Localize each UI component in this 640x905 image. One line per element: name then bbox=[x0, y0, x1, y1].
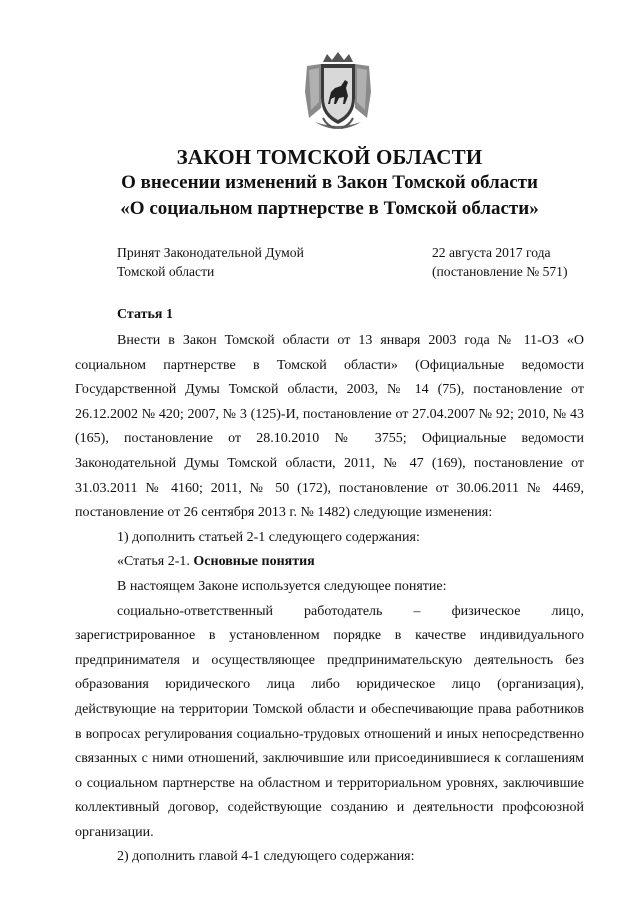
article-intro-paragraph: Внести в Закон Томской области от 13 января 2003 года № 11-ОЗ «О социальном партнерстве в Томской области» (Официальные ведомости Государственной Думы Томской области, 2003, № 14 (75), постановление от 26.12.2002 № 420; 2007, № 3 (125)-И, постановление от 27.04.2007 № 92; 2010, № 43 (165), постановление от 28.10.2010 № 3755; Официальные ведомости Законодательной Думы Томской области, 2011, № 47 (169), постановление от 31.03.2011 № 4160; 2011, № 50 (172), постановление от 30.06.2011 № 4469, постановление от 26 сентября 2013 г. № 1482) следующие изменения: bbox=[75, 333, 584, 521]
resolution-number: (постановление № 571) bbox=[432, 263, 568, 279]
adoption-info bbox=[117, 244, 572, 281]
adoption-date-line: 22 августа 2017 года bbox=[432, 245, 551, 260]
law-title-block bbox=[75, 144, 584, 222]
tomsk-coat-of-arms-icon bbox=[301, 52, 375, 132]
definition-paragraph: социально-ответственный работодатель – физическое лицо, зарегистрированное в установленном порядке в качестве индивидуального предпринимателя и осуществляющее предпринимательскую деятельность без образования юридического лица либо юридическое лицо (организация), действующие на территории Томской области и обеспечивающие права работников в вопросах регулирования социально-трудовых отношений и иных непосредственно связанных с ними отношений, заключившие или присоединившиеся к соглашениям о социальном партнерстве на областном и территориальном уровнях, заключившие коллективный договор, содействующие созданию и деятельности профсоюзной организации. bbox=[75, 603, 584, 840]
law-subtitle-line-1: О внесении изменений в Закон Томской области bbox=[121, 172, 538, 193]
adoption-date bbox=[432, 244, 572, 281]
new-article-name: Основные понятия bbox=[193, 554, 315, 570]
adopted-by bbox=[117, 244, 304, 281]
adopted-by-line-2: Томской области bbox=[117, 263, 215, 279]
concept-intro: В настоящем Законе используется следующее понятие: bbox=[117, 578, 447, 594]
law-title: ЗАКОН ТОМСКОЙ ОБЛАСТИ bbox=[176, 145, 483, 169]
new-article-prefix: «Статья 2-1. bbox=[117, 554, 194, 570]
item-1: 1) дополнить статьей 2-1 следующего содержания: bbox=[117, 529, 420, 545]
new-article-heading bbox=[75, 550, 584, 575]
adopted-by-line-1: Принят Законодательной Думой bbox=[117, 245, 304, 260]
item-2: 2) дополнить главой 4-1 следующего содержания: bbox=[117, 849, 415, 865]
law-subtitle-line-2: «О социальном партнерстве в Томской области» bbox=[120, 198, 539, 219]
article-title: Статья 1 bbox=[117, 307, 173, 322]
